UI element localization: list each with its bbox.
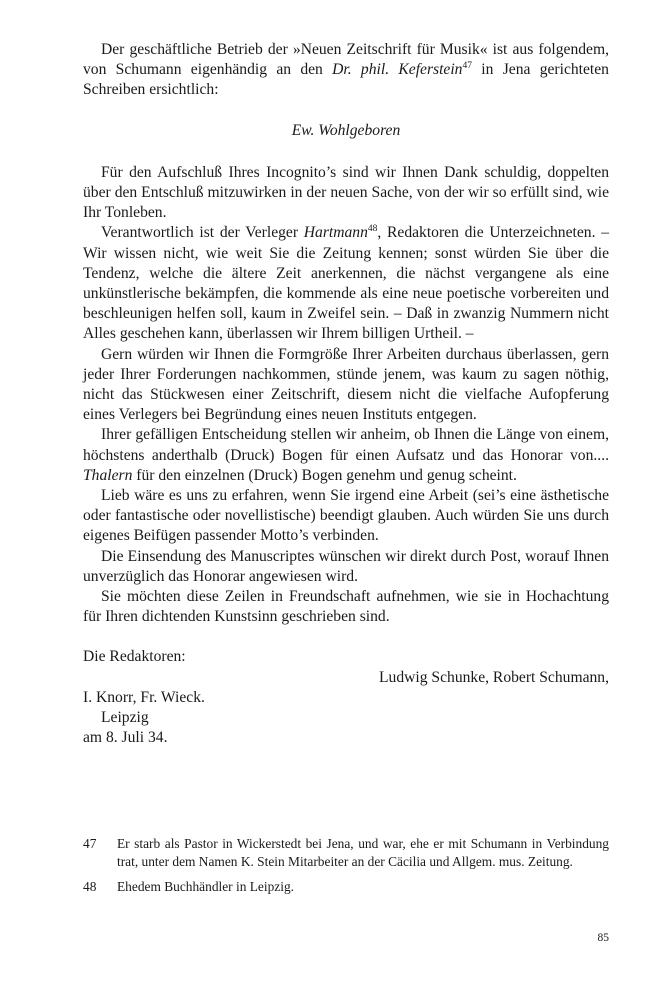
page-body [83,40,609,749]
letter-paragraph-7: Sie möchten diese Zeilen in Freundschaft aufnehmen, wie sie in Hochachtung für Ihren dichtenden Kunstsinn geschrieben sind. [83,588,609,626]
spacer [83,627,609,647]
paragraph-text: , Redaktoren die Unterzeichneten. – Wir wissen nicht, wie weit Sie die Zeitung kennen; sonst würden Sie über die Tendenz, welche die ältere Zeit anerkennen, die nächst vergangene als eine unkünstlerische bekämpfen, die kommende als eine neue poetische vorbereiten und beschleunigen helfen soll, kaum in Zweifel sein. – Daß in zwanzig Nummern nicht Alles geschehen kann, überlassen wir Ihrem billigen Urtheil. – [83,224,609,343]
letter-paragraph-5: Lieb wäre es uns zu erfahren, wenn Sie irgend eine Arbeit (sei’s eine ästhetische oder fantastische oder novellistische) beendigt glauben. Auch würden Sie uns durch eigenes Beifügen passender Motto’s verbinden. [83,487,609,545]
closing-line: Die Redaktoren: [83,648,186,666]
letter-paragraph-2 [83,223,609,344]
intro-text: Der geschäftliche Betrieb der »Neuen Zeitschrift für Musik« ist aus folgendem, von Schumann eigenhändig an den [83,41,609,79]
footnote-number: 48 [83,878,97,894]
letter-place: Leipzig [101,709,149,727]
letter-paragraph-4 [83,425,609,486]
salutation: Ew. Wohlgeboren [291,121,401,139]
intro-paragraph [83,40,609,101]
footnote-48 [83,878,609,896]
paragraph-text: Ihrer gefälligen Entscheidung stellen wir anheim, ob Ihnen die Länge von einem, höchstens anderthalb (Druck) Bogen für einen Aufsatz und das Honorar von.... [83,426,609,464]
footnotes [83,835,609,902]
publisher-name: Hartmann [303,224,368,242]
letter-paragraph-1: Für den Aufschluß Ihres Incognito’s sind wir Ihnen Dank schuldig, doppelten über den Entschluß mitzuwirken in der neuen Sache, von der wir so erfüllt sind, wie Ihr Tonleben. [83,163,609,222]
page-number: 85 [597,932,609,944]
footnote-text: Ehedem Buchhändler in Leipzig. [117,878,294,894]
letter-paragraph-3: Gern würden wir Ihnen die Formgröße Ihrer Arbeiten durchaus überlassen, gern jeder Ihrer Forderungen nachkommen, stünde jenem, was kaum zu sagen nöthig, nicht das Stückwesen einer Zeitschrift, diesem nicht die vielfache Aufopferung eines Verlegers bei Begründung eines neuen Instituts entgegen. [83,345,609,424]
recipient-name: Dr. phil. Keferstein [332,61,463,79]
intro-text-end: in Jena gerichteten Schreiben ersichtlich: [83,61,609,99]
signers-line-2: I. Knorr, Fr. Wieck. [83,688,205,706]
paragraph-text: Verantwortlich ist der Verleger [101,224,304,242]
footnote-ref-47: 47 [462,61,472,72]
footnote-47 [83,835,609,872]
currency-word: Thalern [83,466,133,484]
footnote-text: Er starb als Pastor in Wickerstedt bei Jena, und war, ehe er mit Schumann in Verbindung trat, unter dem Namen K. Stein Mitarbeiter an der Cäcilia und Allgem. mus. Zeitung. [117,836,609,870]
letter-date: am 8. Juli 34. [83,729,168,747]
footnote-ref-48: 48 [367,224,378,235]
footnote-number: 47 [83,836,97,851]
paragraph-text: für den einzelnen (Druck) Bogen genehm und genug scheint. [132,466,517,484]
signers-line-1: Ludwig Schunke, Robert Schumann, [379,668,609,686]
letter-paragraph-6: Die Einsendung des Manuscriptes wünschen wir direkt durch Post, worauf Ihnen unverzüglich das Honorar angewiesen wird. [83,547,609,585]
